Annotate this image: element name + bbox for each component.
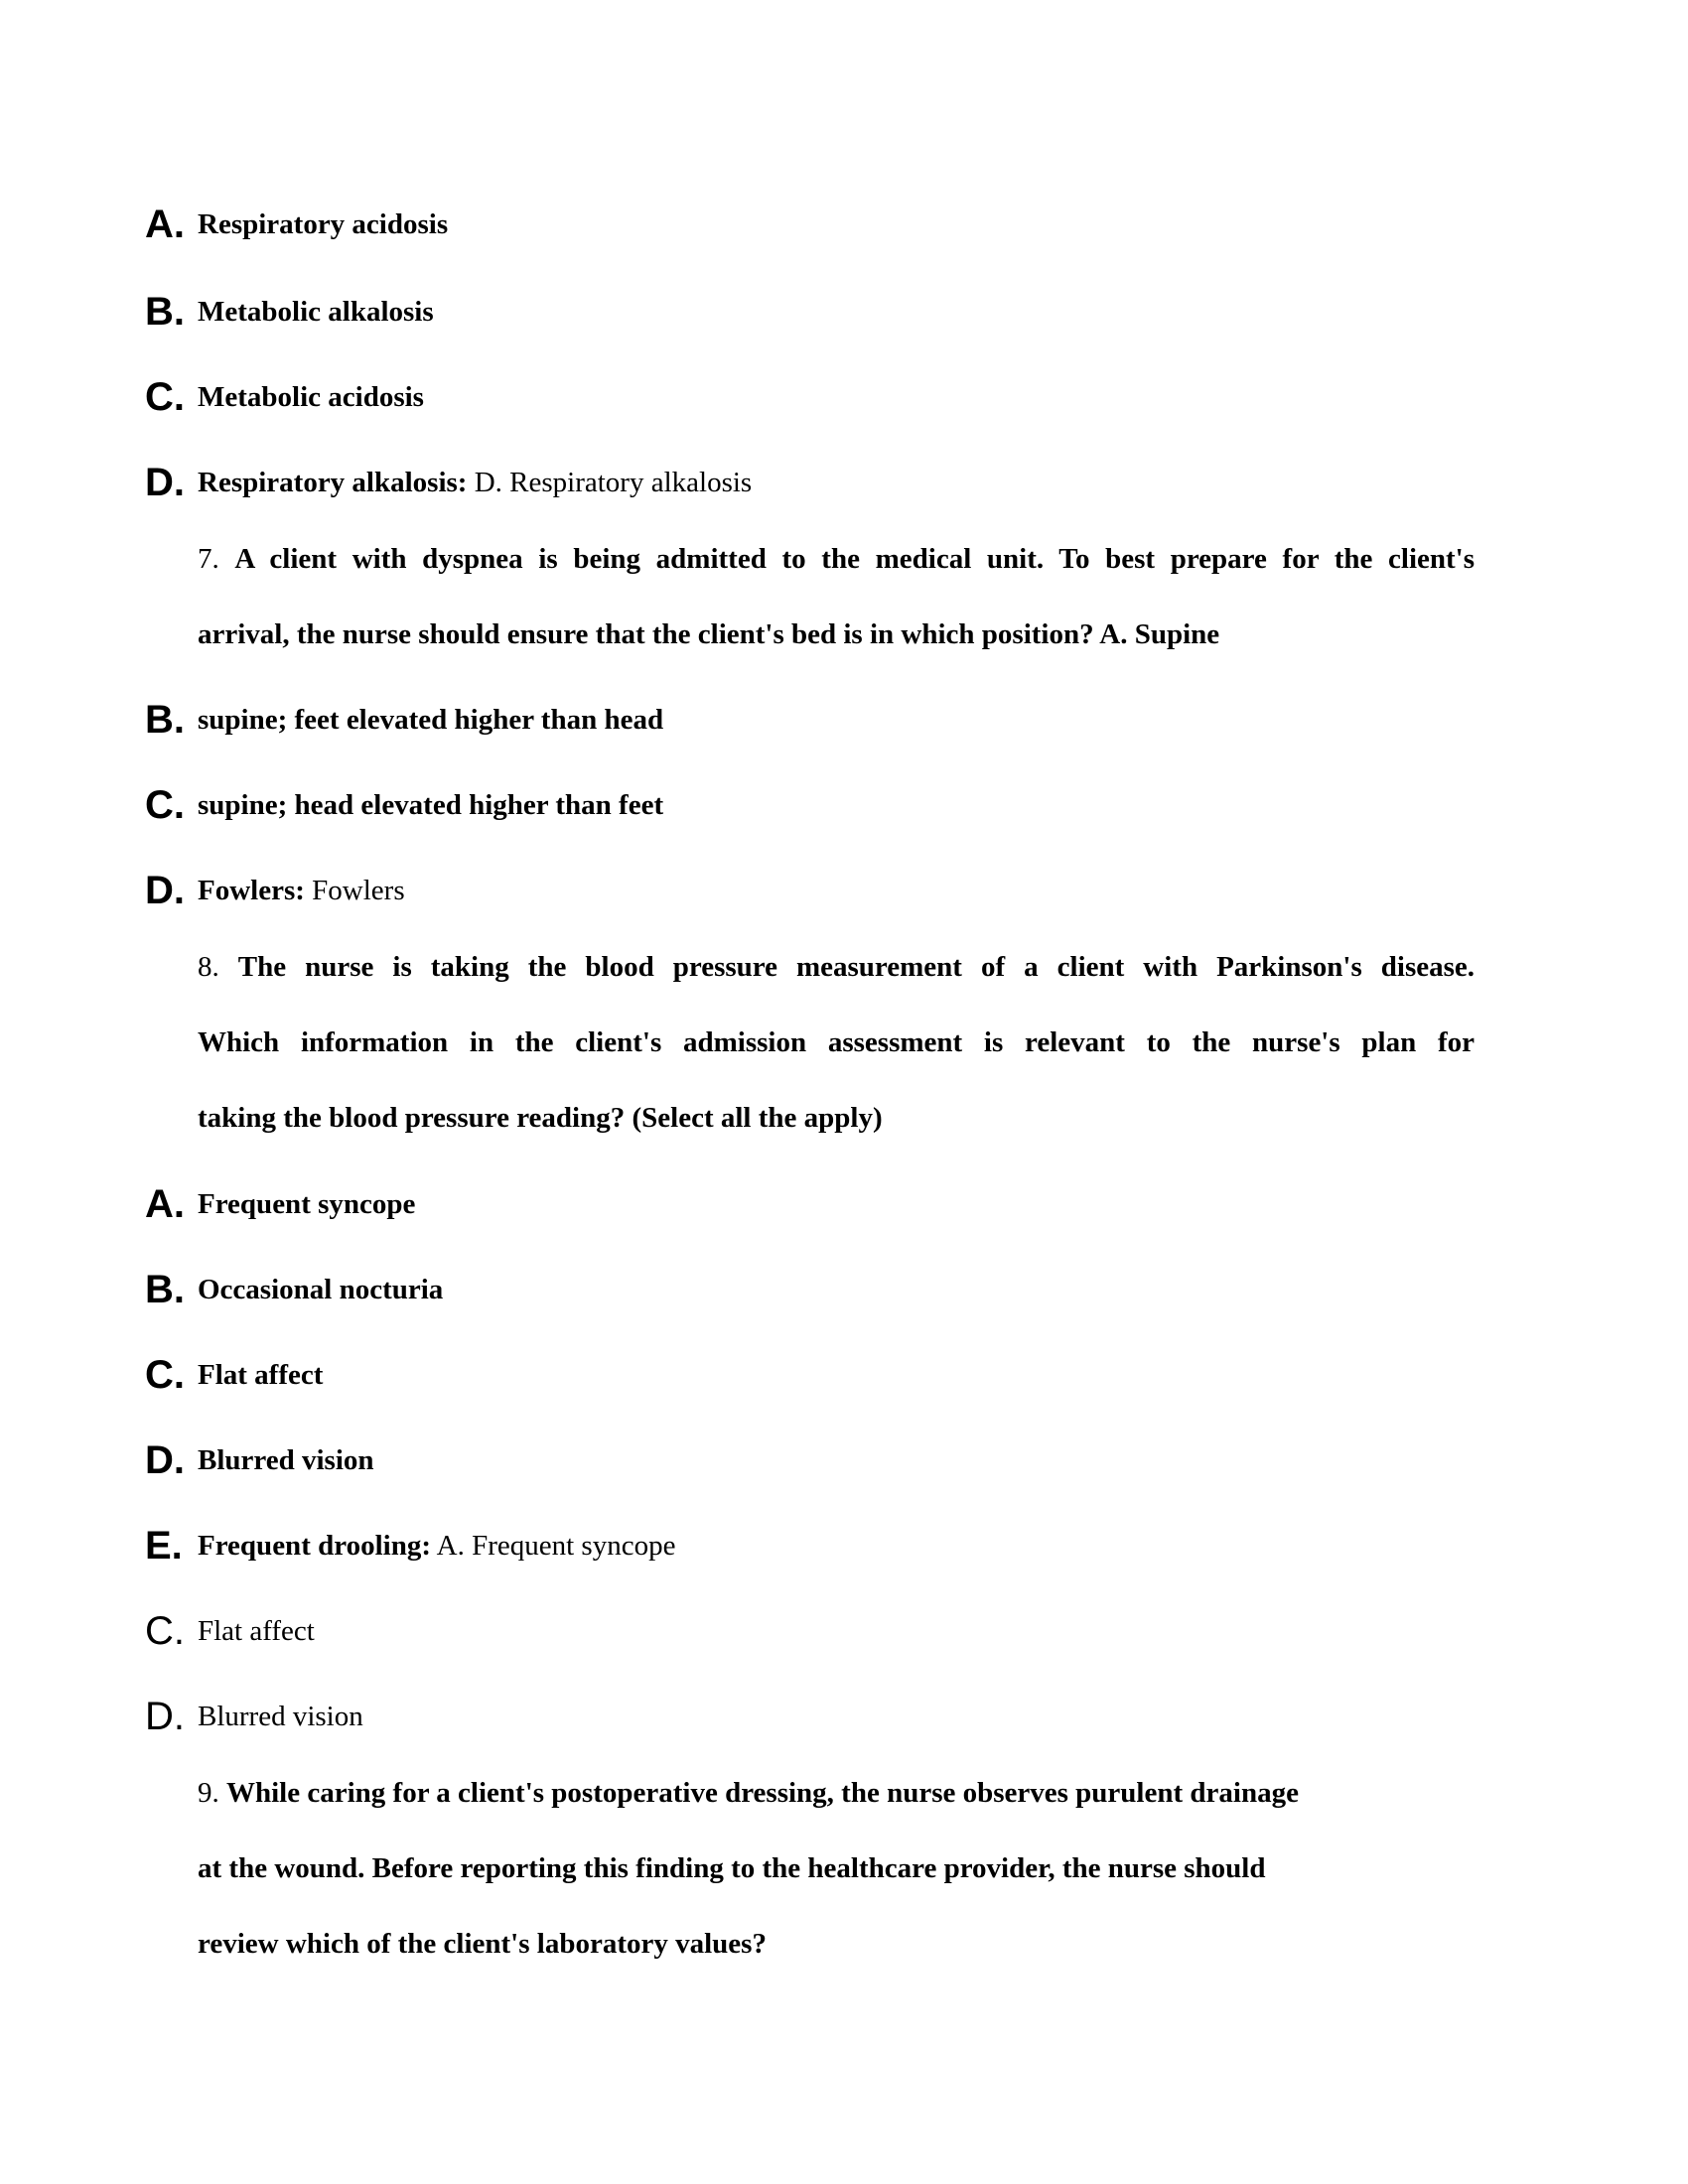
question-7-line-2 <box>198 605 1475 664</box>
question-text: A client with dyspnea is being admitted to the medical unit. To best prepare for the client's <box>234 543 1475 575</box>
option-text: supine; feet elevated higher than head <box>198 704 664 736</box>
question-text: While caring for a client's postoperative dressing, the nurse observes purulent drainage <box>226 1777 1299 1809</box>
question-number: 8. <box>198 951 219 983</box>
question-text: The nurse is taking the blood pressure measurement of a client with Parkinson's disease. <box>237 951 1476 983</box>
option-text: Fowlers: <box>198 875 305 906</box>
question-text: arrival, the nurse should ensure that the client's bed is in which position? A. Supine <box>198 618 1220 650</box>
option-text: Flat affect <box>198 1359 324 1391</box>
answer-text: Blurred vision <box>198 1701 363 1732</box>
option-text: Respiratory acidosis <box>198 208 449 240</box>
question-7-line-1 <box>198 529 1475 589</box>
question-number: 7. <box>198 543 219 575</box>
option-text: Metabolic acidosis <box>198 381 424 413</box>
option-letter: C. <box>145 1609 185 1653</box>
option-letter: C. <box>145 1353 185 1397</box>
answer-text: Fowlers <box>312 875 405 906</box>
option-letter: D. <box>145 869 185 912</box>
question-9-line-2: at the wound. Before reporting this finding to the healthcare provider, the nurse should <box>198 1852 1266 1884</box>
answer-text: Flat affect <box>198 1615 315 1647</box>
option-letter: D. <box>145 461 185 504</box>
question-number: 9. <box>198 1777 219 1809</box>
option-letter: D. <box>145 1695 185 1738</box>
answer-text: D. Respiratory alkalosis <box>474 467 753 498</box>
option-letter: C. <box>145 783 185 827</box>
question-8-line-2: Which information in the client's admission assessment is relevant to the nurse's plan for <box>198 1026 1475 1058</box>
option-text: Blurred vision <box>198 1444 374 1476</box>
question-8-line-3: taking the blood pressure reading? (Select all the apply) <box>198 1102 883 1134</box>
option-text: Occasional nocturia <box>198 1274 444 1305</box>
option-letter: B. <box>145 1268 185 1311</box>
option-letter: B. <box>145 698 185 742</box>
question-9-line-1 <box>198 1763 1475 1823</box>
option-text: Frequent syncope <box>198 1188 416 1220</box>
option-letter: A. <box>145 1182 185 1226</box>
answer-text: A. Frequent syncope <box>436 1530 676 1562</box>
option-text: Metabolic alkalosis <box>198 296 434 328</box>
option-text: Respiratory alkalosis: <box>198 467 468 498</box>
option-text-with-answer <box>198 1516 675 1575</box>
question-8-line-1 <box>198 937 1475 997</box>
option-letter: C. <box>145 375 185 419</box>
option-letter: E. <box>145 1524 183 1568</box>
option-letter: D. <box>145 1438 185 1482</box>
option-text: supine; head elevated higher than feet <box>198 789 664 821</box>
option-text-with-answer <box>198 453 752 512</box>
option-letter: A. <box>145 203 185 246</box>
option-letter: B. <box>145 290 185 334</box>
option-text-with-answer <box>198 861 405 920</box>
option-text: Frequent drooling: <box>198 1530 431 1562</box>
question-9-line-3: review which of the client's laboratory values? <box>198 1928 767 1960</box>
